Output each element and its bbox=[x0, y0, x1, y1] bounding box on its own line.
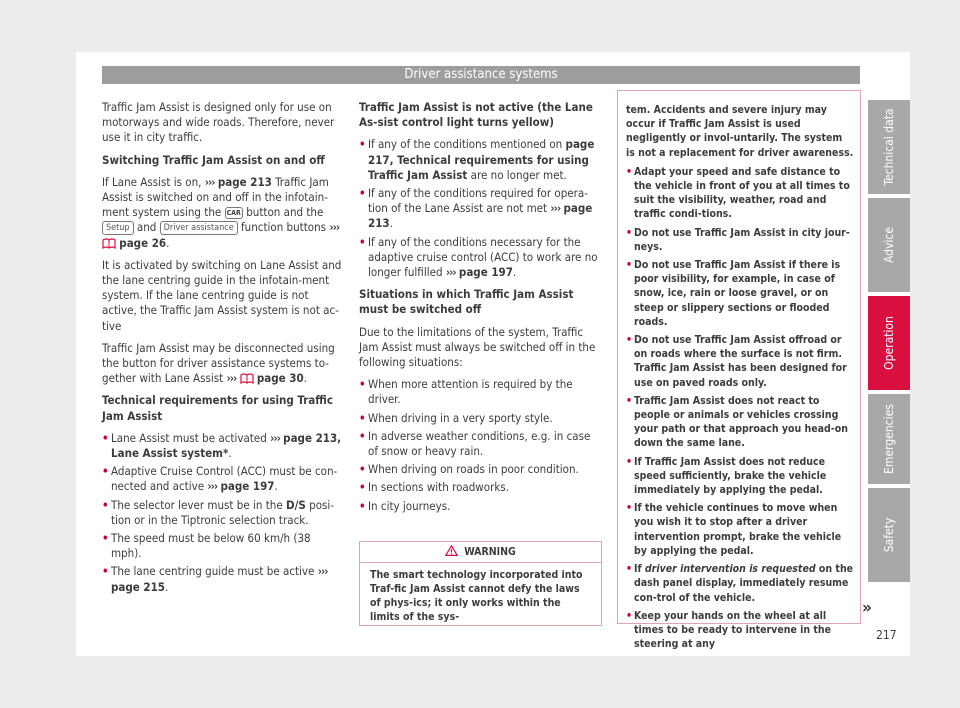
list-item: • If Traffic Jam Assist does not reduce speed sufficiently, brake the vehicle immediately by applying the pedal. bbox=[626, 455, 854, 498]
heading-technical-requirements: Technical requirements for using Traffic Jam Assist bbox=[102, 393, 333, 423]
link-page-30[interactable]: page 30 bbox=[256, 371, 304, 386]
list-item: • Adaptive Cruise Control (ACC) must be con-nected and active ››› page 197. bbox=[102, 464, 342, 494]
tab-technical-data[interactable]: Technical data bbox=[868, 100, 910, 194]
requirements-list bbox=[102, 431, 342, 595]
tab-emergencies[interactable]: Emergencies bbox=[868, 394, 910, 484]
list-item: • If driver intervention is requested on the dash panel display, immediately resume con-trol of the vehicle. bbox=[626, 562, 854, 605]
link-page-217[interactable]: page 217, Technical requirements for using Traffic Jam Assist bbox=[368, 137, 595, 182]
list-item: • If any of the conditions necessary for the adaptive cruise control (ACC) to work are no longer fulfilled ››› page 197. bbox=[359, 235, 601, 281]
list-item: • The lane centring guide must be active ››› page 215. bbox=[102, 564, 342, 594]
list-item: • If the vehicle continues to move when you wish it to stop after a driver intervention prompt, brake the vehicle by applying the pedal. bbox=[626, 501, 854, 558]
intro-paragraph: Traffic Jam Assist is designed only for use on motorways and wide roads. Therefore, never use it in city traffic. bbox=[102, 100, 335, 145]
link-page-213-lane-assist[interactable]: page 213, Lane Assist system* bbox=[111, 430, 342, 461]
activation-paragraph: It is activated by switching on Lane Assist and the lane centring guide in the infotain-ment system. If the lane centring guide is not active, the Traffic Jam Assist system is not ac-tive bbox=[102, 257, 342, 333]
list-item: • When more attention is required by the driver. bbox=[359, 377, 601, 407]
warning-header: WARNING bbox=[360, 542, 601, 563]
continued-arrow: » bbox=[862, 598, 872, 618]
list-item: • If any of the conditions mentioned on page 217, Technical requirements for using Traffic Jam Assist are no longer met. bbox=[359, 137, 601, 183]
list-item: • Keep your hands on the wheel at all times to be ready to intervene in the steering at any bbox=[626, 609, 854, 652]
list-item: • Lane Assist must be activated ››› page 213, Lane Assist system*. bbox=[102, 431, 342, 461]
warning-continuation-box bbox=[617, 90, 861, 651]
warning-text: The smart technology incorporated into Traf-fic Jam Assist cannot defy the laws of phys-ics; it only works within the limits of the sys- bbox=[370, 569, 583, 623]
list-item: • In sections with roadworks. bbox=[359, 480, 601, 495]
warning-box bbox=[359, 541, 602, 626]
column-left bbox=[102, 100, 342, 602]
tab-safety[interactable]: Safety bbox=[868, 488, 910, 582]
list-item: • In adverse weather conditions, e.g. in case of snow or heavy rain. bbox=[359, 429, 601, 459]
list-item: • Traffic Jam Assist does not react to people or animals or vehicles crossing your path or that approach you head-on down the same lane. bbox=[626, 394, 854, 451]
list-item: • The speed must be below 60 km/h (38 mph). bbox=[102, 531, 342, 561]
warning-continuation-text: tem. Accidents and severe injury may occur if Traffic Jam Assist is used negligently or invol-untarily. The system is not a replacement for driver awareness. • Adapt your speed and safe distance to the vehicle in front of you at all times to suit the visibility, weather, road and traffic condi-tions. • Do not use Traffic Jam Assist in city jour-neys. • Do not use Traffic Jam Assist if there is poor visibility, for example, in case of snow, ice, rain or loose gravel, or on steep or slippery sections or flooded roads. • Do not use Traffic Jam Assist offroad or on roads where the surface is not firm. Traffic Jam Assist has been designed for use on paved roads only. • Traffic Jam Assist does not react to people or animals or vehicles crossing your path or that approach you head-on down the same lane. • If Traffic Jam Assist does not reduce speed sufficiently, brake the vehicle immediately by applying the pedal. • If the vehicle continues to move when you wish it to stop after a driver intervention prompt, brake the vehicle by applying the pedal. • If driver intervention is requested on the dash panel display, immediately resume con-trol of the vehicle. • Keep your hands on the wheel at all times to be ready to intervene in the steering at any bbox=[626, 103, 854, 655]
tab-advice[interactable]: Advice bbox=[868, 198, 910, 292]
list-item: • The selector lever must be in the D/S posi-tion or in the Tiptronic selection track. bbox=[102, 498, 342, 528]
driver-assistance-key: Driver assistance bbox=[160, 221, 238, 235]
ref-arrows: ››› bbox=[204, 174, 215, 189]
warning-icon bbox=[445, 545, 458, 556]
ref-arrows: ››› bbox=[329, 220, 340, 235]
car-key-icon: CAR bbox=[226, 208, 241, 217]
section-header: Driver assistance systems bbox=[102, 66, 860, 84]
situations-list bbox=[359, 377, 601, 514]
list-item: • When driving in a very sporty style. bbox=[359, 411, 601, 426]
link-page-213[interactable]: page 213 bbox=[217, 174, 272, 189]
heading-switching: Switching Traffic Jam Assist on and off bbox=[102, 152, 325, 167]
list-item: • Do not use Traffic Jam Assist if there is poor visibility, for example, in case of snow, ice, rain or loose gravel, or on steep or slippery sections or flooded roads. bbox=[626, 258, 854, 329]
page-number: 217 bbox=[876, 628, 897, 642]
link-page-197[interactable]: page 197 bbox=[458, 265, 513, 280]
list-item: • When driving on roads in poor condition. bbox=[359, 462, 601, 477]
book-icon bbox=[240, 373, 254, 384]
link-page-215[interactable]: page 215 bbox=[111, 579, 166, 594]
link-page-213[interactable]: page 213 bbox=[368, 201, 593, 231]
situations-paragraph: Due to the limitations of the system, Traffic Jam Assist must always be switched off in the following situations: bbox=[359, 324, 596, 370]
book-icon bbox=[102, 238, 116, 249]
list-item: • Adapt your speed and safe distance to the vehicle in front of you at all times to suit the visibility, weather, road and traffic condi-tions. bbox=[626, 165, 854, 222]
heading-not-active: Traffic Jam Assist is not active (the Lane As-sist control light turns yellow) bbox=[359, 100, 593, 130]
list-item: • Do not use Traffic Jam Assist offroad or on roads where the surface is not firm. Traffic Jam Assist has been designed for use on paved roads only. bbox=[626, 333, 854, 390]
list-item: • Do not use Traffic Jam Assist in city jour-neys. bbox=[626, 226, 854, 254]
disconnect-paragraph: Traffic Jam Assist may be disconnected using the button for driver assistance systems to-gether with Lane Assist ››› page 30. bbox=[102, 340, 335, 386]
setup-key: Setup bbox=[102, 221, 134, 235]
heading-switch-off-situations: Situations in which Traffic Jam Assist must be switched off bbox=[359, 287, 574, 317]
ref-arrows: ››› bbox=[226, 371, 237, 386]
not-active-list bbox=[359, 137, 601, 280]
list-item: • If any of the conditions required for opera-tion of the Lane Assist are not met ››› page 213. bbox=[359, 186, 601, 232]
column-middle bbox=[359, 100, 601, 521]
link-page-197[interactable]: page 197 bbox=[220, 479, 275, 494]
link-page-26[interactable]: page 26 bbox=[119, 235, 167, 250]
list-item: • In city journeys. bbox=[359, 499, 601, 514]
tab-operation[interactable]: Operation bbox=[868, 296, 910, 390]
switching-paragraph: If Lane Assist is on, ››› page 213 Traffic Jam Assist is switched on and off in the infotain-ment system using the CAR button and the Setup and Driver assistance function buttons ››› page 26. bbox=[102, 174, 340, 250]
